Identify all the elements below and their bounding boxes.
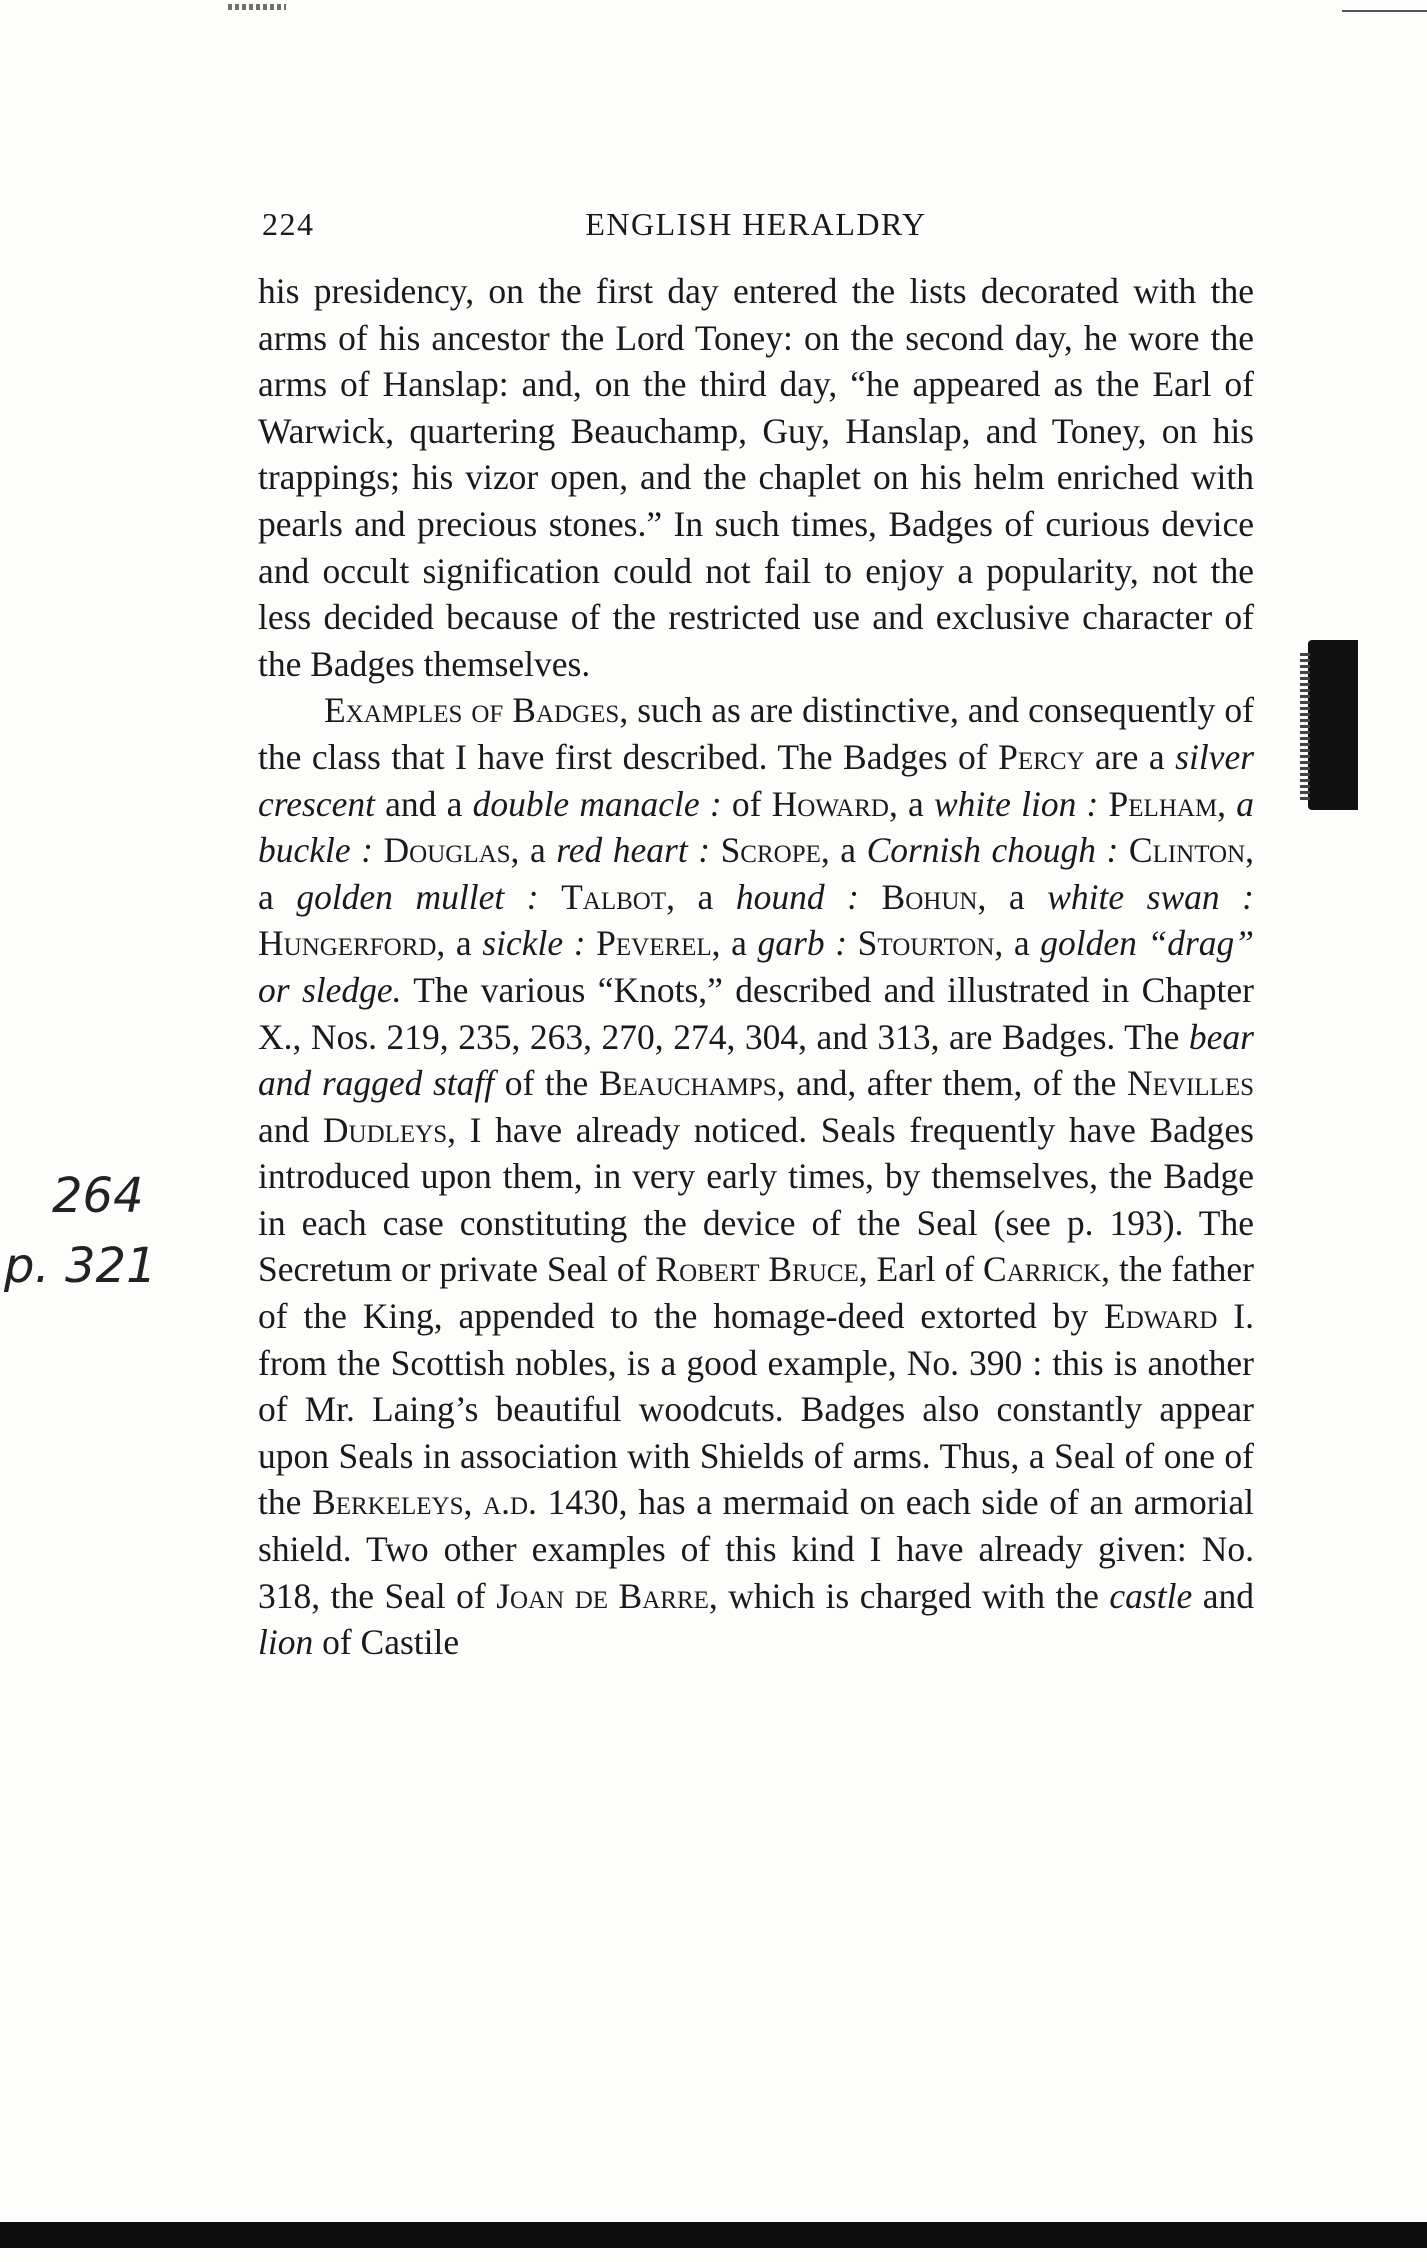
bottom-scan-bar <box>0 2222 1427 2248</box>
paragraph-2: Examples of Badges, such as are distinctive, and consequently of the class that I have first described. The Badges of Percy are a silver crescent and a double manacle : of Howard, a white lion : Pelham, a buckle : Douglas, a red heart : Scrope, a Cornish chough : Clinton, a golden mullet : Talbot, a hound : Bohun, a white swan : Hungerford, a sickle : Peverel, a garb : Stourton, a golden “drag” or sledge. The various “Knots,” described and illustrated in Chapter X., Nos. 219, 235, 263, 270, 274, 304, and 313, are Badges. The bear and ragged staff of the Beauchamps, and, after them, of the Nevilles and Dudleys, I have already noticed. Seals frequently have Badges introduced upon them, in very early times, by themselves, the Badge in each case constituting the device of the Seal (see p. 193). The Secretum or private Seal of Robert Bruce, Earl of Carrick, the father of the King, appended to the homage-deed extorted by Edward I. from the Scottish nobles, is a good example, No. 390 : this is another of Mr. Laing’s beautiful woodcuts. Badges also constantly appear upon Seals in association with Shields of arms. Thus, a Seal of one of the Berkeleys, a.d. 1430, has a mermaid on each side of an armorial shield. Two other examples of this kind I have already given: No. 318, the Seal of Joan de Barre, which is charged with the castle and lion of Castile <box>258 690 1255 1663</box>
paragraph-1: his presidency, on the first day entered the lists decorated with the arms of his ancestor the Lord Toney: on the second day, he wore the arms of Hanslap: and, on the third day, “he appeared as the Earl of Warwick, quartering Beauchamp, Guy, Hanslap, and Toney, on his trappings; his vizor open, and the chaplet on his helm enriched with pearls and precious stones.” In such times, Badges of curious device and occult signification could not fail to enjoy a popularity, not the less decided because of the restricted use and exclusive character of the Badges themselves. <box>258 271 1254 684</box>
margin-note-264: 264 <box>52 1168 144 1224</box>
page-edge-tab <box>1308 640 1358 810</box>
running-head: ENGLISH HERALDRY <box>585 206 927 242</box>
top-scan-rule <box>1342 10 1427 12</box>
page-header <box>262 206 1250 250</box>
top-scan-mark <box>228 4 286 10</box>
margin-note-page-ref: p. 321 <box>4 1238 157 1294</box>
page-number: 224 <box>262 206 315 242</box>
body-text <box>258 268 1254 1666</box>
